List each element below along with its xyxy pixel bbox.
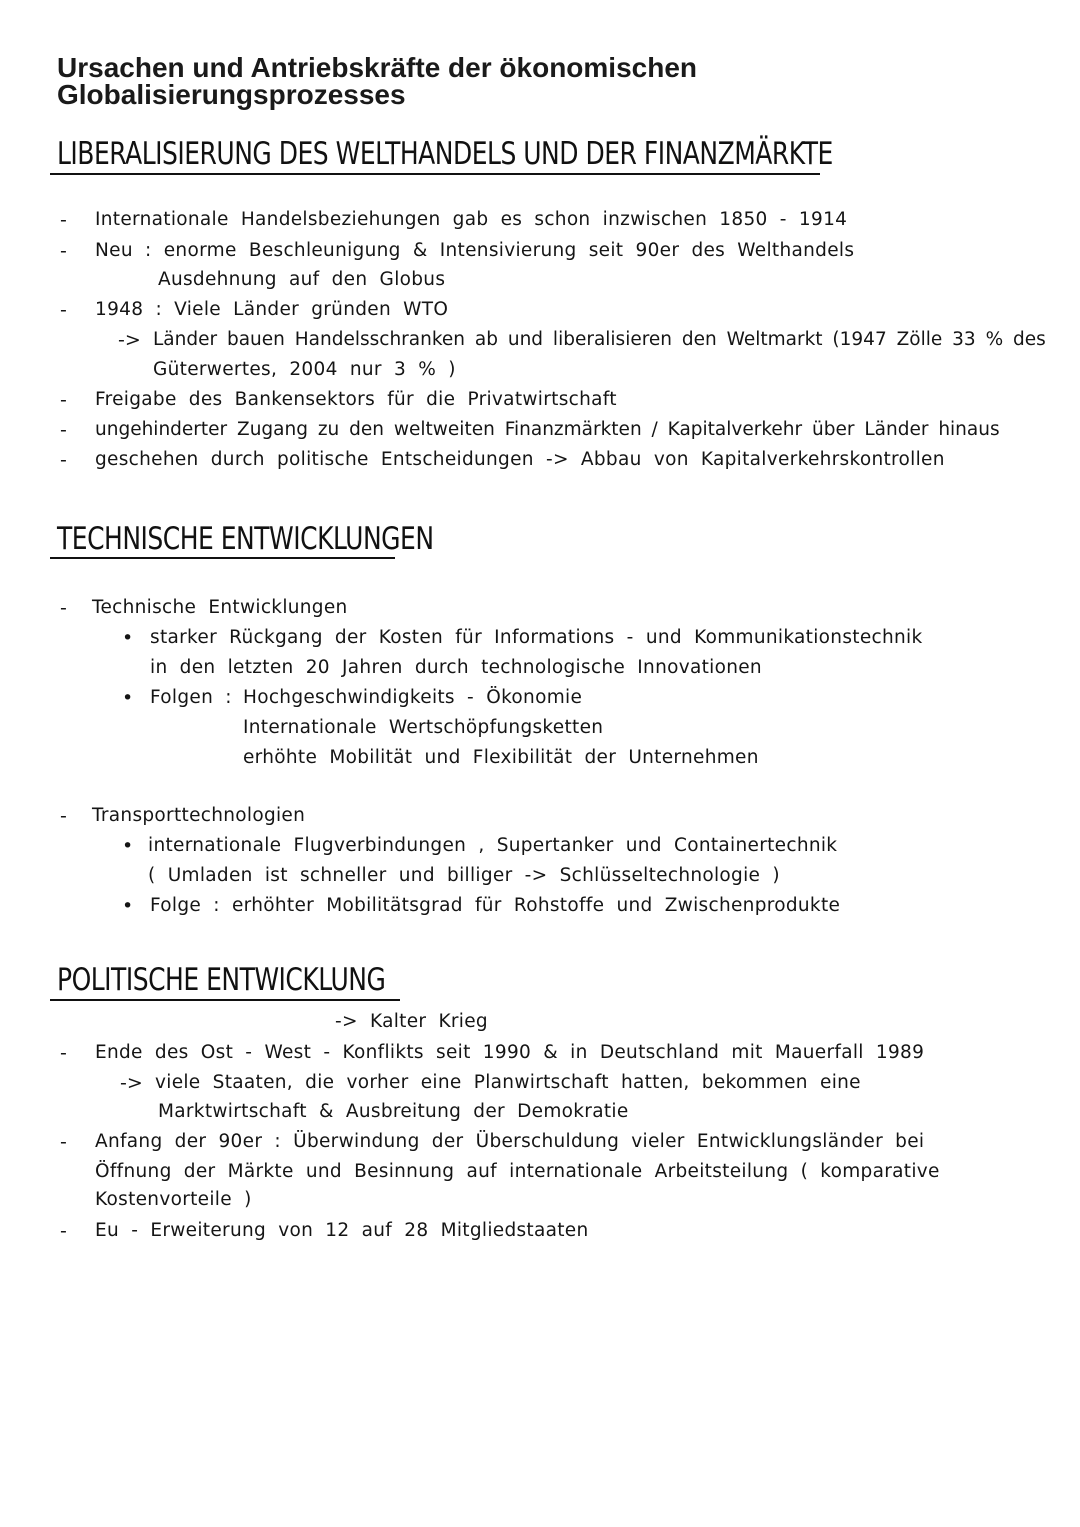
dot-bullet: • bbox=[122, 895, 134, 917]
page-title-line-1: Ursachen und Antriebskräfte der ökonomischen bbox=[57, 52, 697, 83]
arrow-bullet: -> bbox=[120, 1072, 143, 1094]
list-item: Folge : erhöhter Mobilitätsgrad für Rohstoffe und Zwischenprodukte bbox=[150, 895, 841, 916]
list-item: Technische Entwicklungen bbox=[92, 597, 348, 618]
list-item-continuation: Kostenvorteile ) bbox=[95, 1189, 252, 1210]
list-item: Länder bauen Handelsschranken ab und liberalisieren den Weltmarkt (1947 Zölle 33 % des bbox=[153, 329, 1046, 350]
dot-bullet: • bbox=[122, 835, 134, 857]
list-item: geschehen durch politische Entscheidungen -> Abbau von Kapitalverkehrskontrollen bbox=[95, 449, 945, 470]
list-item: Internationale Handelsbeziehungen gab es schon inzwischen 1850 - 1914 bbox=[95, 209, 848, 230]
annotation-kalter-krieg: -> Kalter Krieg bbox=[335, 1011, 488, 1032]
list-item: Internationale Wertschöpfungsketten bbox=[243, 717, 604, 738]
list-item: ungehinderter Zugang zu den weltweiten Finanzmärkten / Kapitalverkehr über Länder hinaus bbox=[95, 419, 1000, 440]
arrow-bullet: -> bbox=[118, 329, 141, 351]
list-item: Neu : enorme Beschleunigung & Intensivierung seit 90er des Welthandels bbox=[95, 240, 855, 261]
list-item-continuation: ( Umladen ist schneller und billiger -> Schlüsseltechnologie ) bbox=[148, 865, 780, 886]
dash-bullet: - bbox=[60, 1042, 67, 1064]
list-item: erhöhte Mobilität und Flexibilität der Unternehmen bbox=[243, 747, 759, 768]
list-item-continuation: Marktwirtschaft & Ausbreitung der Demokratie bbox=[158, 1101, 629, 1122]
heading-underline bbox=[50, 557, 395, 559]
dash-bullet: - bbox=[60, 805, 67, 827]
section-heading-technik: TECHNISCHE ENTWICKLUNGEN bbox=[57, 520, 434, 557]
list-item: Eu - Erweiterung von 12 auf 28 Mitgliedstaaten bbox=[95, 1220, 589, 1241]
heading-underline bbox=[50, 173, 820, 175]
list-item: Anfang der 90er : Überwindung der Überschuldung vieler Entwicklungsländer bei bbox=[95, 1131, 925, 1152]
dash-bullet: - bbox=[60, 299, 67, 321]
section-heading-liberalisierung: LIBERALISIERUNG DES WELTHANDELS UND DER FINANZMÄRKTE bbox=[57, 135, 833, 172]
dash-bullet: - bbox=[60, 597, 67, 619]
dot-bullet: • bbox=[122, 687, 134, 709]
page-title-line-2: Globalisierungsprozesses bbox=[57, 79, 406, 110]
dot-bullet: • bbox=[122, 627, 134, 649]
dash-bullet: - bbox=[60, 1131, 67, 1153]
list-item: Transporttechnologien bbox=[92, 805, 306, 826]
list-item: Hochgeschwindigkeits - Ökonomie bbox=[243, 687, 583, 708]
section-heading-politik: POLITISCHE ENTWICKLUNG bbox=[57, 961, 386, 998]
dash-bullet: - bbox=[60, 240, 67, 262]
list-item-continuation: Güterwertes, 2004 nur 3 % ) bbox=[153, 359, 456, 380]
dash-bullet: - bbox=[60, 1220, 67, 1242]
dash-bullet: - bbox=[60, 449, 67, 471]
list-item: Ende des Ost - West - Konflikts seit 1990 & in Deutschland mit Mauerfall 1989 bbox=[95, 1042, 925, 1063]
list-item-continuation: Öffnung der Märkte und Besinnung auf internationale Arbeitsteilung ( komparative bbox=[95, 1161, 940, 1182]
heading-underline bbox=[50, 999, 400, 1001]
dash-bullet: - bbox=[60, 209, 67, 231]
list-item: viele Staaten, die vorher eine Planwirtschaft hatten, bekommen eine bbox=[155, 1072, 861, 1093]
list-item-continuation: Ausdehnung auf den Globus bbox=[158, 269, 446, 290]
list-item-continuation: in den letzten 20 Jahren durch technologische Innovationen bbox=[150, 657, 762, 678]
list-item: starker Rückgang der Kosten für Informations - und Kommunikationstechnik bbox=[150, 627, 923, 648]
list-item: 1948 : Viele Länder gründen WTO bbox=[95, 299, 449, 320]
dash-bullet: - bbox=[60, 419, 67, 441]
list-item: internationale Flugverbindungen , Supertanker und Containertechnik bbox=[148, 835, 838, 856]
page-title bbox=[57, 54, 697, 108]
dash-bullet: - bbox=[60, 389, 67, 411]
list-item: Freigabe des Bankensektors für die Privatwirtschaft bbox=[95, 389, 617, 410]
list-item-label: Folgen : bbox=[150, 687, 232, 708]
